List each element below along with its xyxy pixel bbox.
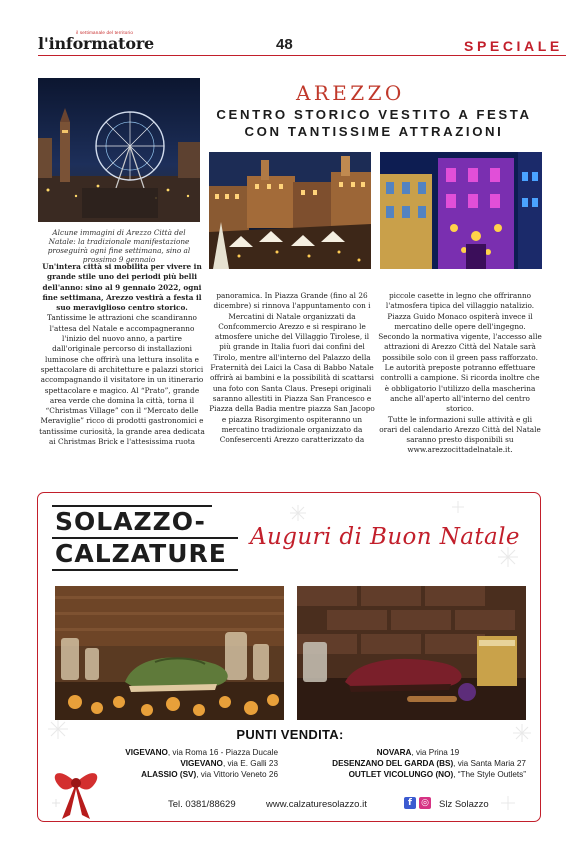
headline-line-2: CON TANTISSIME ATTRAZIONI xyxy=(244,124,504,139)
article-kicker-city: AREZZO xyxy=(296,81,405,105)
page-header xyxy=(0,0,580,64)
website-link[interactable]: www.calzaturesolazzo.it xyxy=(266,799,367,810)
photo-piazza-market xyxy=(209,152,371,269)
article-text-3a: piccole casette in legno che offriranno l'atmosfera tipica del villaggio natalizio. Piazza Guido Monaco ospiterà invece il mercatino delle opere dell'ingegno. xyxy=(385,291,535,331)
store-address: , via Santa Maria 27 xyxy=(453,759,526,768)
article-text-3b: Secondo la normativa vigente, l'accesso alle attrazioni di Arezzo Città del Natale sarà possibile solo con il green pass rafforzato. Le autorità preposte potranno effettuare controlli a campione. Si ricorda inoltre che è obbligatorio l'utilizzo della mascherina anche all'aperto all'interno del centro storico. xyxy=(378,332,542,414)
article-text-1: Tantissime le attrazioni che scandiranno l'attesa del Natale e accompagneranno l'inizio del nuovo anno, a partire dall'originale percorso di installazioni luminose che offrirà una lettura insolita e spettacolare di architetture e palazzi storici accompagnando il visitatore in un itinerario spettacolare e magico. Al “Prato”, grande area verde che domina la città, torna il “Christmas Village” con il “Mercato delle Meraviglie” ricco di prodotti gastronomici e tantissime curiosità, la grande area dedicata ai Christmas Brick e l'attesissima ruota xyxy=(39,313,205,447)
header-rule xyxy=(38,55,566,56)
article-text-2: panoramica. In Piazza Grande (fino al 26 dicembre) si rinnova l'appuntamento con i Mercatini di Natale organizzati da Confcommercio Arezzo e si respirano le atmosfere uniche del Villaggio Tirolese, il più grande in Italia fuori dai confini del Tirolo, mentre all'interno del Palazzo della Fraternità dei Laici la Casa di Babbo Natale offrirà ai bambini e la possibilità di scattarsi una foto con Santa Claus. Presepi originali saranno allestiti in Piazza San Francesco e Piazza della Badia mentre piazza San Jacopo e piazza Risorgimento ospiteranno un mercatino tradizionale organizzato da Confesercenti Arezzo caratterizzato da xyxy=(209,291,375,445)
social-handle: Slz Solazzo xyxy=(439,799,489,810)
photo-shoe-burgundy-oxford xyxy=(297,586,526,720)
store-list-right xyxy=(319,747,526,780)
store-address: , via Roma 16 - Piazza Ducale xyxy=(167,748,278,757)
page-number: 48 xyxy=(276,36,293,53)
article-lead: Un'intera città si mobilita per vivere in grande stile uno dei periodi più belli dell'anno: sino al 9 gennaio 2022, ogni fine settimana, Arezzo vestirà a festa il suo meraviglioso centro storico. xyxy=(42,262,202,313)
brand-logo-line-1: SOLAZZO- xyxy=(55,507,206,536)
store-address: , via Prina 19 xyxy=(411,748,460,757)
headline-line-1: CENTRO STORICO VESTITO A FESTA xyxy=(216,107,532,122)
facebook-icon[interactable]: f xyxy=(404,797,416,809)
instagram-icon[interactable]: ◎ xyxy=(419,797,431,809)
article-text-3c: Tutte le informazioni sulle attività e gli orari del calendario Arezzo Città del Natale saranno presto disponibili su www.arezzocittadelnatale.it. xyxy=(379,414,541,455)
store-item xyxy=(125,747,278,758)
brand-logo-line-2: CALZATURE xyxy=(55,539,227,568)
photo-shoe-green-loafer xyxy=(55,586,284,720)
store-city: VIGEVANO xyxy=(125,748,168,757)
ornament-ribbon-icon xyxy=(46,755,106,821)
brand-tagline: il settimanale del territorio xyxy=(76,30,134,35)
store-item xyxy=(319,769,526,780)
logo-rule-bottom xyxy=(52,569,238,571)
store-city: NOVARA xyxy=(376,748,412,757)
solazzo-advert xyxy=(37,492,541,822)
christmas-greeting: Auguri di Buon Natale xyxy=(250,524,520,550)
store-address: , via Vittorio Veneto 26 xyxy=(196,770,278,779)
article-column-2 xyxy=(208,291,376,445)
phone-number: Tel. 0381/88629 xyxy=(168,799,236,810)
store-city: ALASSIO (SV) xyxy=(141,770,197,779)
store-list-left xyxy=(125,747,278,780)
stores-title: PUNTI VENDITA: xyxy=(236,727,344,742)
store-item xyxy=(125,769,278,780)
article-column-3 xyxy=(378,291,542,456)
store-item xyxy=(319,747,526,758)
store-city: DESENZANO DEL GARDA (BS) xyxy=(332,759,454,768)
store-city: VIGEVANO xyxy=(180,759,223,768)
store-item xyxy=(125,758,278,769)
photo-ferris-wheel xyxy=(38,78,200,222)
store-address: , “The Style Outlets” xyxy=(453,770,526,779)
photo-caption: Alcune immagini di Arezzo Città del Natale: la tradizionale manifestazione proseguirà ogni fine settimana, sino al prossimo 9 gennaio xyxy=(47,228,191,264)
store-city: OUTLET VICOLUNGO (NO) xyxy=(348,770,454,779)
article-headline xyxy=(206,106,542,140)
brand-logo: l'informatore xyxy=(38,34,155,53)
photo-illuminated-palace xyxy=(380,152,542,269)
store-address: , via E. Galli 23 xyxy=(222,759,278,768)
store-item xyxy=(319,758,526,769)
article-column-1 xyxy=(38,262,206,447)
section-label: SPECIALE xyxy=(464,38,563,54)
